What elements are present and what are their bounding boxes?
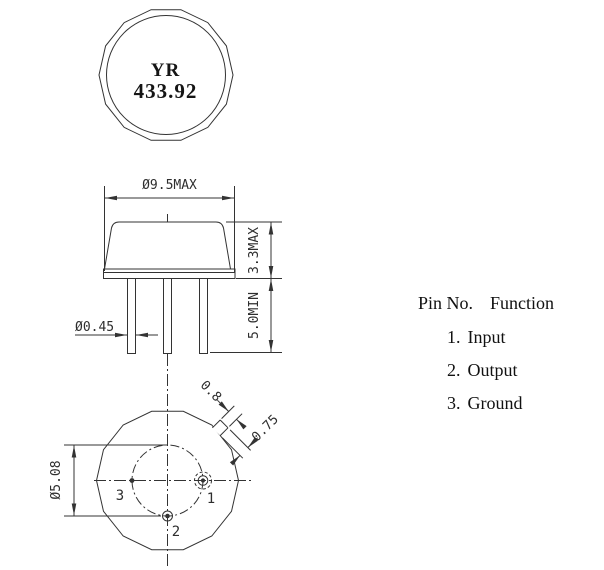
lead-2 — [164, 279, 172, 354]
pin-row-1-number: 1. — [447, 327, 461, 347]
lead-1 — [128, 279, 136, 354]
part-marking-frequency: 433.92 — [133, 79, 198, 103]
part-marking-line1: YR — [150, 60, 181, 81]
tab-width-arrow-a — [217, 400, 228, 411]
dim-can-height-label: 3.3MAX — [247, 227, 262, 274]
flange — [104, 269, 236, 279]
pin-row-1-function: Input — [467, 327, 506, 347]
top-view — [99, 10, 233, 141]
pin-row-3-number: 3. — [447, 393, 461, 413]
bottom-view — [49, 378, 282, 550]
dim-pin-circle-label: Ø5.08 — [49, 460, 64, 500]
side-view — [75, 178, 282, 566]
dim-tab-length-label: 0.75 — [249, 412, 282, 445]
pin-table-header-pin-no: Pin No. — [418, 293, 474, 313]
pin-3 — [130, 478, 135, 483]
pin-table-row-1 — [447, 328, 604, 346]
tab-width-arrow-b — [237, 419, 246, 428]
pin2-number-label: 2 — [171, 524, 181, 540]
pin-table-row-3 — [447, 394, 604, 412]
orientation-tab-fill — [212, 420, 228, 436]
pin-table-row-2 — [447, 361, 604, 379]
pin-row-3-function: Ground — [467, 393, 523, 413]
pin-table-header — [418, 294, 604, 312]
tab-width-ext-a — [222, 406, 235, 419]
pin-row-2-number: 2. — [447, 360, 461, 380]
dim-can-diameter-label: Ø9.5MAX — [142, 178, 197, 193]
pin-row-2-function: Output — [467, 360, 518, 380]
dim-lead-diameter-label: Ø0.45 — [75, 320, 115, 335]
pin1-number-label: 1 — [206, 491, 216, 507]
dim-tab-width-label: 0.8 — [196, 377, 225, 406]
pin3-number-label: 3 — [115, 488, 125, 504]
dim-lead-length-label: 5.0MIN — [247, 292, 262, 339]
tab-width-ext-b — [229, 414, 242, 427]
can-body-outline — [105, 222, 231, 269]
pin-function-table — [418, 294, 604, 427]
lead-3 — [200, 279, 208, 354]
pin-table-header-function: Function — [490, 293, 555, 313]
